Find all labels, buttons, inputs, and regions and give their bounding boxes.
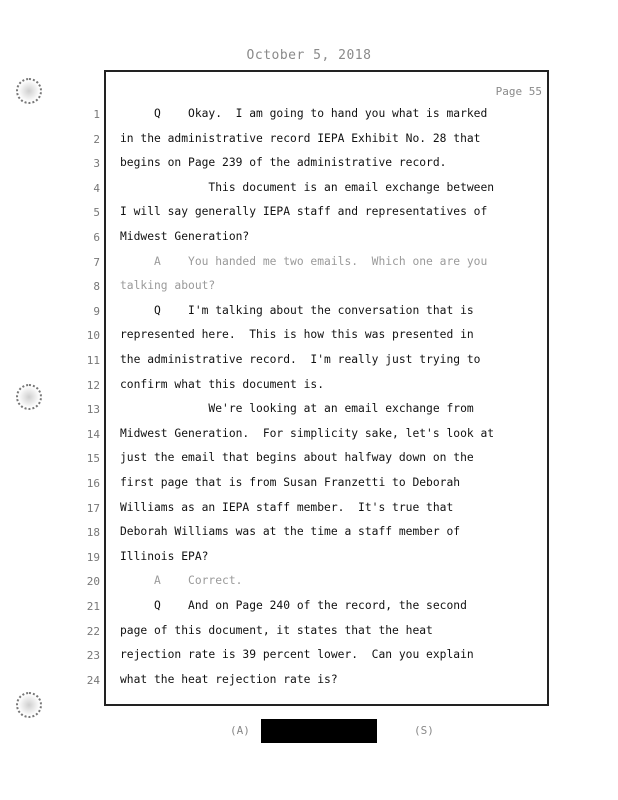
transcript-line: Midwest Generation. For simplicity sake, let's look at: [120, 427, 495, 440]
transcript-line: just the email that begins about halfway down on the: [120, 451, 474, 464]
transcript-line: This document is an email exchange between: [120, 181, 495, 194]
line-number: 10: [86, 329, 100, 342]
binder-hole-icon: [16, 78, 42, 104]
footer-left-mark: (A): [230, 724, 250, 737]
transcript-line: talking about?: [120, 279, 216, 292]
redaction-bar: [261, 719, 377, 743]
line-number: 12: [86, 379, 100, 392]
line-number: 22: [86, 625, 100, 638]
transcript-line: first page that is from Susan Franzetti to Deborah: [120, 476, 461, 489]
transcript-line: in the administrative record IEPA Exhibit No. 28 that: [120, 132, 481, 145]
transcript-date: October 5, 2018: [246, 48, 372, 63]
transcript-line: the administrative record. I'm really just trying to: [120, 353, 481, 366]
line-number: 19: [86, 551, 100, 564]
footer-right-mark: (S): [414, 724, 434, 737]
line-number: 8: [93, 280, 100, 293]
line-number: 15: [86, 452, 100, 465]
line-number: 2: [93, 133, 100, 146]
line-number: 24: [86, 674, 100, 687]
line-number: 11: [86, 354, 100, 367]
line-number: 6: [93, 231, 100, 244]
binder-hole-icon: [16, 384, 42, 410]
transcript-line: represented here. This is how this was presented in: [120, 328, 474, 341]
transcript-line: Q And on Page 240 of the record, the second: [120, 599, 467, 612]
transcript-line: Williams as an IEPA staff member. It's true that: [120, 501, 454, 514]
binder-hole-icon: [16, 692, 42, 718]
transcript-line: what the heat rejection rate is?: [120, 673, 338, 686]
line-number: 20: [86, 575, 100, 588]
transcript-line: begins on Page 239 of the administrative record.: [120, 156, 447, 169]
transcript-line: Illinois EPA?: [120, 550, 209, 563]
transcript-line: Deborah Williams was at the time a staff member of: [120, 525, 461, 538]
line-number: 23: [86, 649, 100, 662]
line-number: 9: [93, 305, 100, 318]
transcript-line: confirm what this document is.: [120, 378, 325, 391]
transcript-line: A You handed me two emails. Which one are you: [120, 255, 488, 268]
line-number: 4: [93, 182, 100, 195]
line-number: 7: [93, 256, 100, 269]
transcript-line: We're looking at an email exchange from: [120, 402, 474, 415]
transcript-line: I will say generally IEPA staff and representatives of: [120, 205, 488, 218]
line-number: 1: [93, 108, 100, 121]
transcript-line: Q I'm talking about the conversation that is: [120, 304, 474, 317]
line-number: 14: [86, 428, 100, 441]
line-number: 17: [86, 502, 100, 515]
transcript-line: page of this document, it states that the heat: [120, 624, 433, 637]
line-number: 16: [86, 477, 100, 490]
line-number: 13: [86, 403, 100, 416]
line-number: 5: [93, 206, 100, 219]
transcript-line: Q Okay. I am going to hand you what is marked: [120, 107, 488, 120]
line-number: 3: [93, 157, 100, 170]
transcript-line: rejection rate is 39 percent lower. Can you explain: [120, 648, 474, 661]
transcript-line: A Correct.: [120, 574, 243, 587]
line-number: 18: [86, 526, 100, 539]
line-number: 21: [86, 600, 100, 613]
page-number: Page 55: [495, 85, 542, 98]
transcript-line: Midwest Generation?: [120, 230, 250, 243]
